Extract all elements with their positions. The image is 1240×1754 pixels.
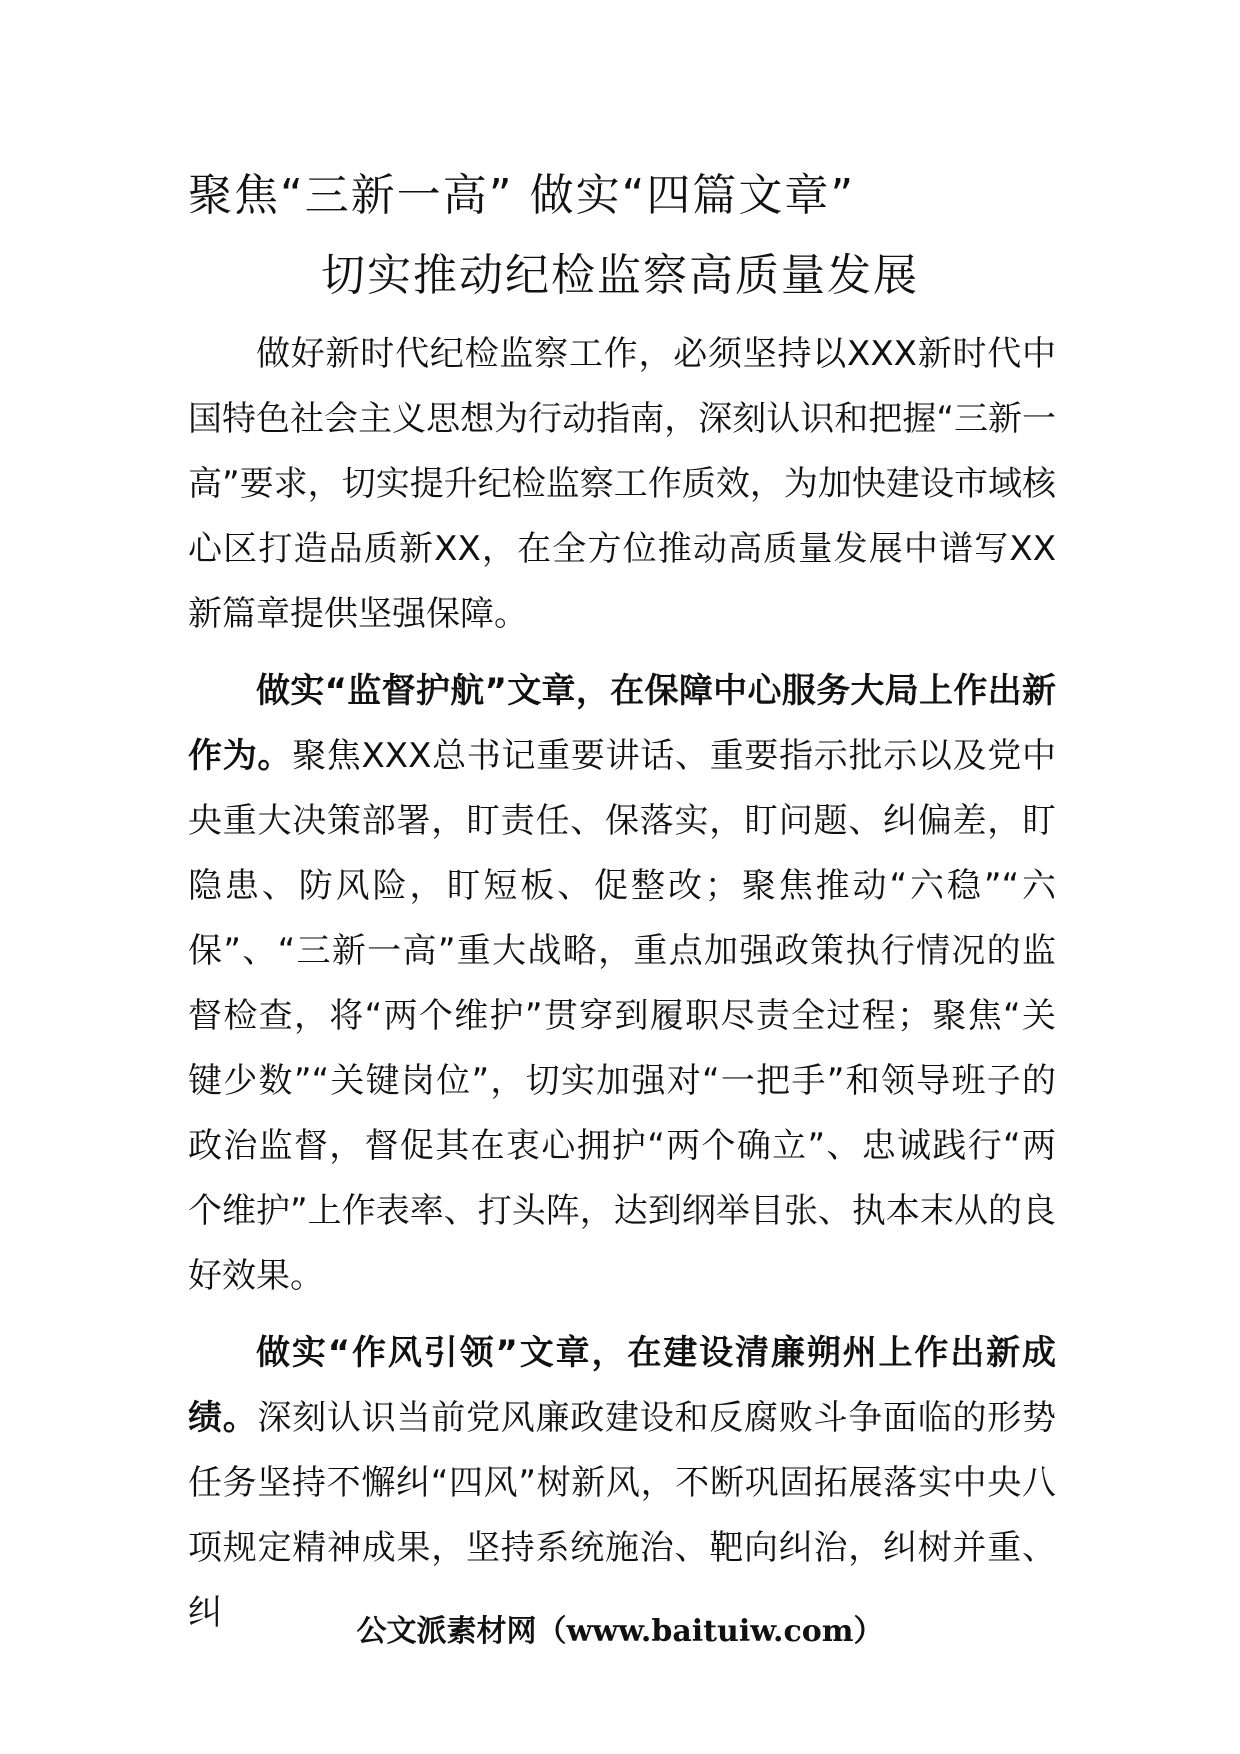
paragraph-lead: 做实“监督护航”文章，在保障中心服务大局上作出新作为。 <box>188 671 1056 776</box>
paragraph-lead: 做实“作风引领”文章，在建设清廉朔州上作出新成绩。 <box>188 1333 1056 1438</box>
document-body <box>188 322 1056 1646</box>
document-title-line-1: 聚焦“三新一高” 做实“四篇文章” <box>188 170 856 221</box>
paragraph-intro <box>188 322 1056 647</box>
paragraph-text: 深刻认识当前党风廉政建设和反腐败斗争面临的形势任务坚持不懈纠“四风”树新风，不断巩固拓展落实中央八项规定精神成果，坚持系统施治、靶向纠治，纠树并重、纠 <box>188 1398 1056 1633</box>
footer-source: 公文派素材网（www.baituiw.com） <box>356 1614 884 1649</box>
document-title-line-2: 切实推动纪检监察高质量发展 <box>321 250 919 301</box>
paragraph-text: 聚焦XXX总书记重要讲话、重要指示批示以及党中央重大决策部署，盯责任、保落实，盯问题、纠偏差，盯隐患、防风险，盯短板、促整改；聚焦推动“六稳”“六保”、“三新一高”重大战略，重点加强政策执行情况的监督检查，将“两个维护”贯穿到履职尽责全过程；聚焦“关键少数”“关键岗位”，切实加强对“一把手”和领导班子的政治监督，督促其在衷心拥护“两个确立”、忠诚践行“两个维护”上作表率、打头阵，达到纲举目张、执本末从的良好效果。 <box>188 736 1057 1296</box>
paragraph-text: 做好新时代纪检监察工作，必须坚持以XXX新时代中国特色社会主义思想为行动指南，深刻认识和把握“三新一高”要求，切实提升纪检监察工作质效，为加快建设市域核心区打造品质新XX，在全方位推动高质量发展中谱写XX新篇章提供坚强保障。 <box>188 334 1056 634</box>
paragraph-supervision <box>188 659 1056 1309</box>
paragraph-conduct <box>188 1321 1056 1646</box>
